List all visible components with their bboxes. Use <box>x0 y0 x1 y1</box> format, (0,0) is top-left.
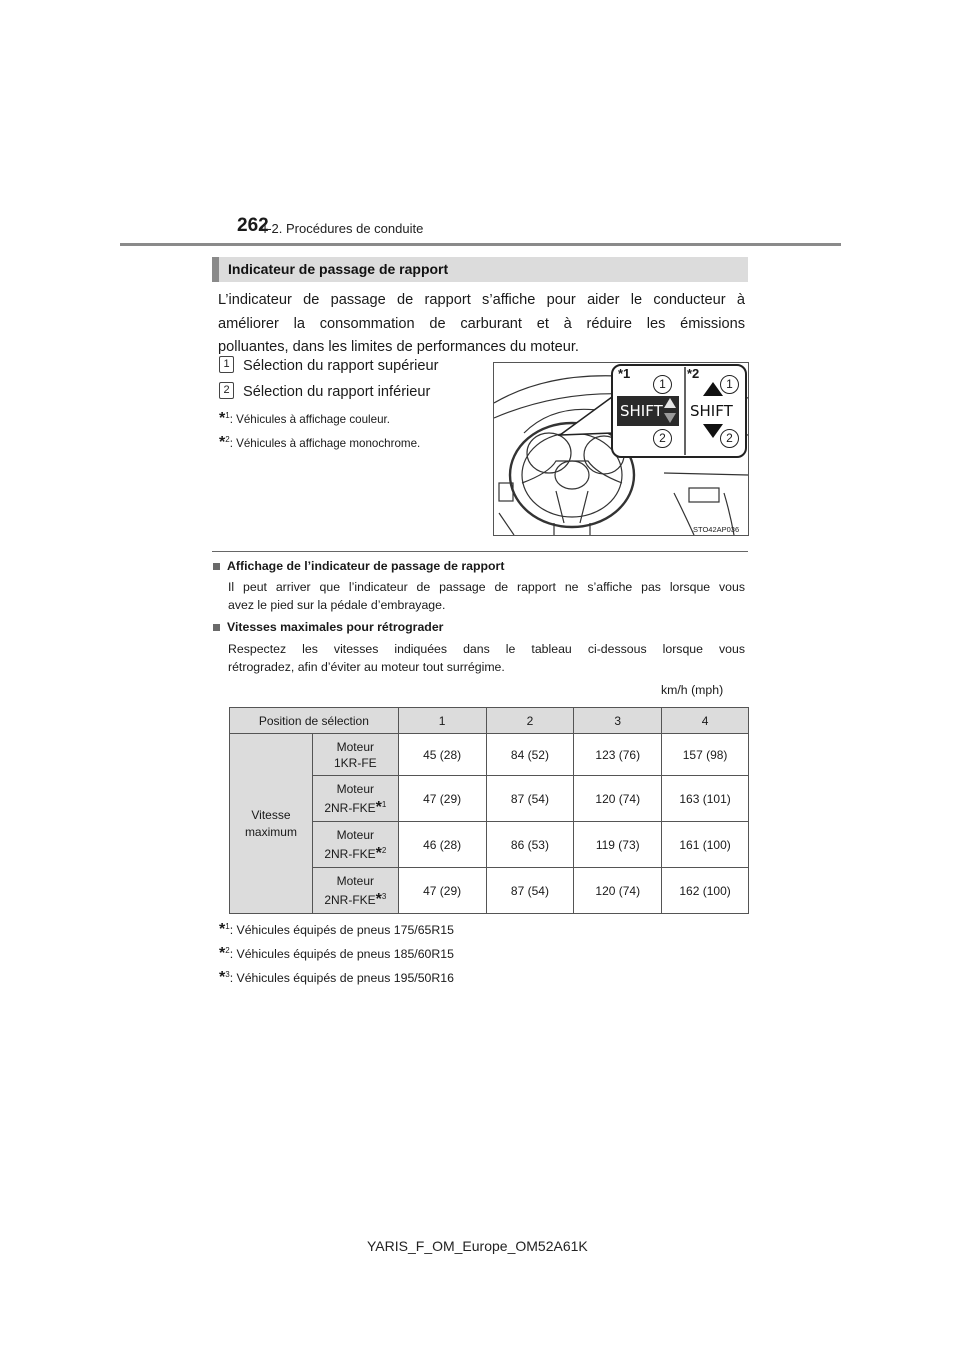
document-id: YARIS_F_OM_Europe_OM52A61K <box>367 1238 588 1254</box>
engine-mark-index: 3 <box>381 892 387 902</box>
intro-line-3: polluantes, dans les limites de performances du moteur. <box>218 339 579 355</box>
engine-cell <box>312 776 398 822</box>
unit-label: km/h (mph) <box>661 683 724 697</box>
section-title: 4-2. Procédures de conduite <box>260 221 424 236</box>
table-cell: 120 (74) <box>574 868 662 914</box>
info-title-display: Affichage de l’indicateur de passage de rapport <box>227 559 505 573</box>
intro-paragraph <box>218 289 745 360</box>
info-line: Il peut arriver que l’indicateur de passage de rapport ne s’affiche pas lorsque vous <box>228 580 745 594</box>
header-rule <box>120 243 841 246</box>
footnote-index: 3 <box>225 969 230 979</box>
arrow-up-icon <box>664 398 676 408</box>
footnote-index: 1 <box>225 921 230 931</box>
table-cell: 87 (54) <box>486 868 574 914</box>
footnote-1 <box>219 921 454 939</box>
engine-mark: * <box>375 799 382 817</box>
note-star: * <box>219 434 226 451</box>
intro-line-1: L’indicateur de passage de rapport s’affiche pour aider le conducteur à <box>218 292 745 308</box>
shift-label-color: SHIFT <box>620 402 663 420</box>
shift-label-mono: SHIFT <box>690 402 733 420</box>
table-cell: 86 (53) <box>486 822 574 868</box>
table-header-cell: 2 <box>486 708 574 734</box>
row-label-line: maximum <box>244 824 297 839</box>
table-cell: 120 (74) <box>574 776 662 822</box>
table-cell: 119 (73) <box>574 822 662 868</box>
info-line: rétrogradez, afin d’éviter au moteur tout surrégime. <box>228 660 505 674</box>
table-header-row <box>230 708 749 734</box>
footnote-star: * <box>219 969 226 986</box>
table-cell: 163 (101) <box>662 776 749 822</box>
figure-note-2 <box>219 434 420 452</box>
engine-line: 2NR-FKE <box>324 847 376 862</box>
footnote-2 <box>219 945 454 963</box>
callout-circle-1: 1 <box>653 375 672 394</box>
callout-circle-1: 1 <box>720 375 739 394</box>
item-number-badge: 2 <box>219 382 234 399</box>
bullet-square <box>213 624 220 631</box>
engine-line: Moteur <box>336 739 374 754</box>
engine-mark-index: 2 <box>381 846 387 856</box>
note-star: * <box>219 410 226 427</box>
table-cell: 87 (54) <box>486 776 574 822</box>
intro-line-2: améliorer la consommation de carburant et à réduire les émissions <box>218 315 745 332</box>
info-body-speeds <box>228 640 745 676</box>
info-line: avez le pied sur la pédale d’embrayage. <box>228 598 446 612</box>
table-cell: 46 (28) <box>398 822 486 868</box>
item-number-badge: 1 <box>219 356 234 373</box>
table-cell: 162 (100) <box>662 868 749 914</box>
footnote-3 <box>219 969 454 987</box>
note-index: 2 <box>225 435 230 445</box>
table-cell: 157 (98) <box>662 734 749 776</box>
shift-indicator-illustration <box>493 362 749 536</box>
engine-cell <box>312 822 398 868</box>
heading-accent <box>212 257 219 282</box>
engine-line: Moteur <box>336 874 374 889</box>
figure-code: STO42AP036 <box>693 525 740 534</box>
note-text: : Véhicules à affichage couleur. <box>229 413 390 426</box>
engine-line: Moteur <box>336 782 374 797</box>
info-body-display <box>228 578 745 614</box>
max-downshift-speed-table <box>229 707 749 914</box>
row-group-label <box>230 734 313 914</box>
note-text: : Véhicules à affichage monochrome. <box>229 437 421 450</box>
footnote-text: : Véhicules équipés de pneus 185/60R15 <box>229 947 454 961</box>
note-index: 1 <box>225 411 230 421</box>
figure-note-1 <box>219 410 390 428</box>
engine-line: 1KR-FE <box>333 755 377 770</box>
info-title-speeds: Vitesses maximales pour rétrograder <box>227 620 444 634</box>
section-heading: Indicateur de passage de rapport <box>228 261 449 277</box>
section-heading-bar <box>212 257 748 282</box>
footnote-text: : Véhicules équipés de pneus 175/65R15 <box>229 923 454 937</box>
figure-marker-1: *1 <box>618 366 631 381</box>
item-label-downshift: Sélection du rapport inférieur <box>243 384 431 400</box>
footnote-index: 2 <box>225 945 230 955</box>
footnote-star: * <box>219 945 226 962</box>
table-header-cell: 4 <box>662 708 749 734</box>
table-cell: 123 (76) <box>574 734 662 776</box>
row-label-line: Vitesse <box>251 807 291 822</box>
arrow-down-icon <box>664 413 676 423</box>
section-divider <box>212 551 748 552</box>
bullet-square <box>213 563 220 570</box>
engine-line: 2NR-FKE <box>324 893 376 908</box>
engine-mark-index: 1 <box>381 800 387 810</box>
figure-marker-2: *2 <box>687 366 700 381</box>
table-cell: 161 (100) <box>662 822 749 868</box>
item-label-upshift: Sélection du rapport supérieur <box>243 358 439 374</box>
footnote-star: * <box>219 921 226 938</box>
info-line: Respectez les vitesses indiquées dans le tableau ci-dessous lorsque vous <box>228 642 745 656</box>
engine-cell <box>312 868 398 914</box>
table-cell: 45 (28) <box>398 734 486 776</box>
page-number: 262 <box>237 215 269 236</box>
footnote-text: : Véhicules équipés de pneus 195/50R16 <box>229 971 454 985</box>
callout-circle-2: 2 <box>720 429 739 448</box>
table-header-cell: 3 <box>574 708 662 734</box>
table-row <box>230 734 749 776</box>
table-cell: 47 (29) <box>398 776 486 822</box>
table-header-cell: Position de sélection <box>230 708 399 734</box>
table-cell: 47 (29) <box>398 868 486 914</box>
engine-mark: * <box>375 845 382 863</box>
engine-mark: * <box>375 891 382 909</box>
table-header-cell: 1 <box>398 708 486 734</box>
engine-line: 2NR-FKE <box>324 801 376 816</box>
engine-line: Moteur <box>336 828 374 843</box>
engine-cell <box>312 734 398 776</box>
table-cell: 84 (52) <box>486 734 574 776</box>
callout-circle-2: 2 <box>653 429 672 448</box>
